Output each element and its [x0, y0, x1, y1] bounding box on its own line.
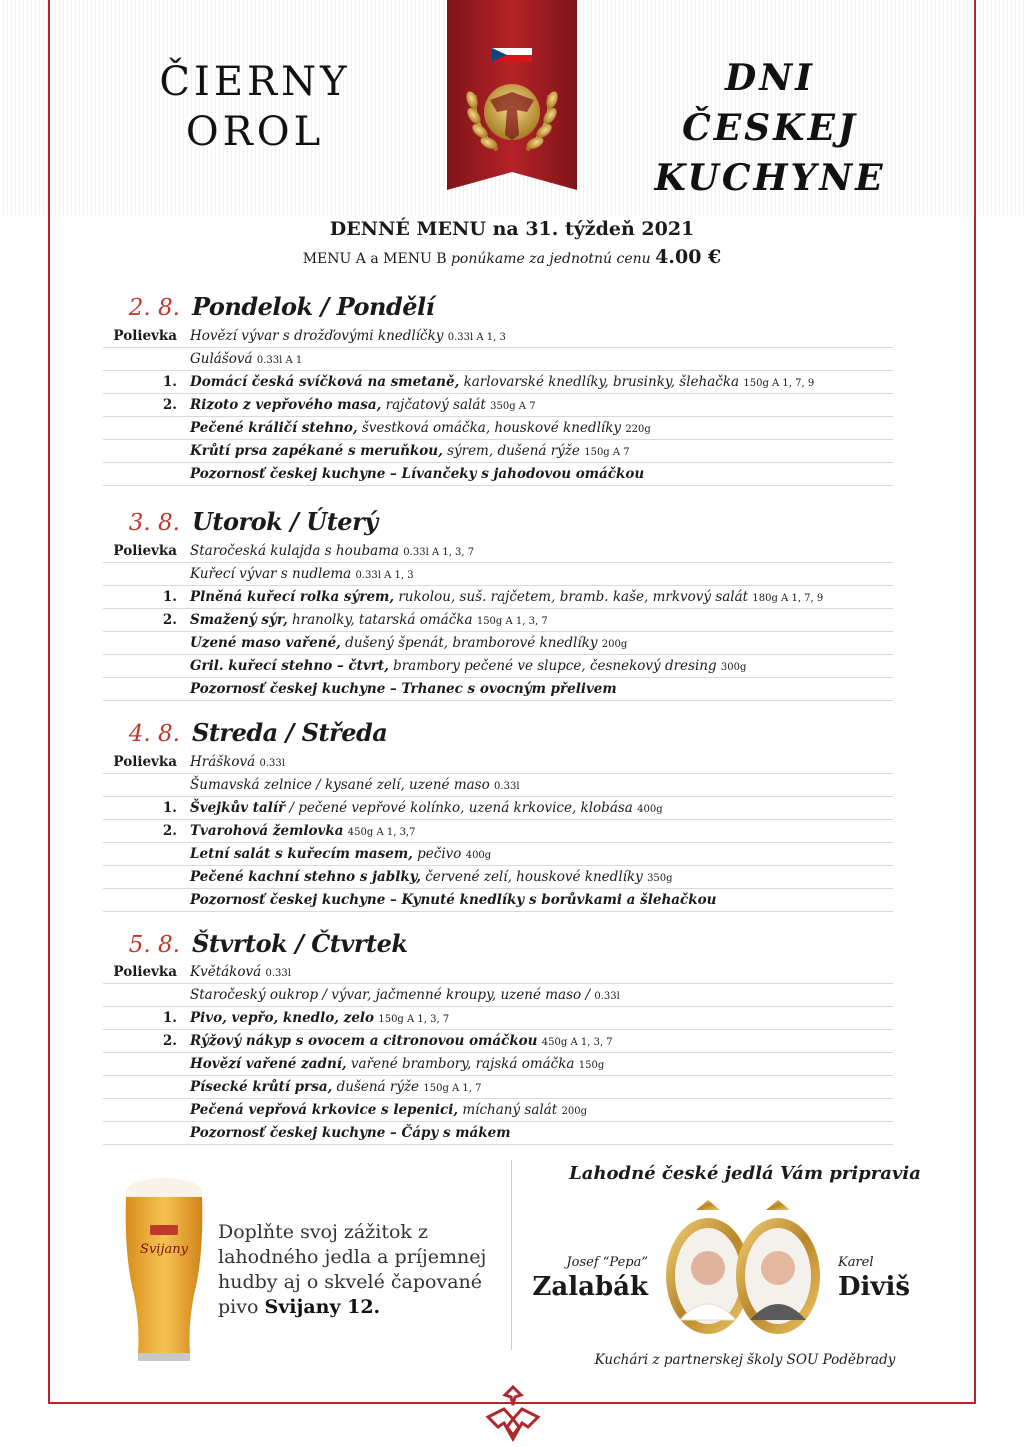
row-dish: Pečené králičí stehno,	[190, 420, 358, 436]
menu-row	[103, 890, 893, 912]
menu-b-label: MENU B	[383, 251, 447, 267]
chef-portraits	[660, 1198, 826, 1346]
row-number: 1.	[162, 589, 177, 605]
row-allergens: 450g A 1, 3, 7	[541, 1037, 613, 1048]
row-dish: Tvarohová žemlovka	[190, 823, 344, 839]
row-number: 2.	[162, 397, 177, 413]
row-dish: Pečené kachní stehno s jablky,	[190, 869, 421, 885]
row-allergens: 0.33l A 1, 3	[355, 570, 414, 581]
row-dish: Švejkův talíř	[190, 800, 286, 816]
day-title	[100, 292, 434, 326]
row-label: Polievka	[113, 543, 177, 559]
chefs-caption: Kuchári z partnerskej školy SOU Poděbrady	[594, 1352, 896, 1368]
menu-row	[103, 1123, 893, 1145]
row-text: rukolou, suš. rajčetem, bramb. kaše, mrkvový salát	[398, 589, 749, 605]
menu-subtitle	[200, 246, 824, 268]
row-dish: Pečená vepřová krkovice s lepenici,	[190, 1102, 459, 1118]
brand-right-line1: DNI ČESKEJ	[682, 57, 858, 149]
row-dish: Uzené maso vařené,	[190, 635, 341, 651]
day-name: Štvrtok / Čtvrtek	[192, 929, 408, 958]
promo-text: Doplňte svoj zážitok z lahodného jedla a príjemnej hudby aj o skvelé čapované pivo	[218, 1221, 487, 1318]
row-dish: Domácí česká svíčková na smetaně,	[190, 374, 460, 390]
menu-row	[103, 752, 893, 774]
row-dish: Krůtí prsa zapékané s meruňkou,	[190, 443, 443, 459]
row-dish: Písecké krůtí prsa,	[190, 1079, 333, 1095]
row-text: Hrášková	[190, 754, 256, 770]
beer-promo	[218, 1220, 508, 1320]
menu-title: DENNÉ MENU na 31. týždeň 2021	[329, 218, 695, 240]
day-title	[100, 507, 378, 541]
eagle-icon	[484, 84, 540, 140]
row-text: / pečené vepřové kolínko, uzená krkovice, klobása	[289, 800, 633, 816]
row-allergens: 150g	[578, 1060, 605, 1071]
row-allergens: 300g	[720, 662, 747, 673]
row-text: brambory pečené ve slupce, česnekový dresing	[393, 658, 717, 674]
row-text: Gulášová	[190, 351, 253, 367]
row-allergens: 0.33l	[265, 968, 291, 979]
row-text: červené zelí, houskové knedlíky	[425, 869, 643, 885]
row-dish: Smažený sýr,	[190, 612, 288, 628]
promo-beer: Svijany 12.	[264, 1296, 381, 1318]
row-text: Staročeský oukrop / vývar, jačmenné kroupy, uzené maso /	[190, 987, 591, 1003]
row-special: Pozornosť českej kuchyne – Čápy s mákem	[190, 1125, 511, 1141]
row-number: 1.	[162, 800, 177, 816]
row-dish: Pivo, vepřo, knedlo, zelo	[190, 1010, 375, 1026]
day-date: 3. 8.	[128, 510, 180, 536]
row-text: Hovězí vývar s drožďovými knedlíčky	[190, 328, 444, 344]
row-text: Květáková	[190, 964, 262, 980]
row-text: vařené brambory, rajská omáčka	[350, 1056, 575, 1072]
row-allergens: 150g A 1, 3, 7	[476, 616, 548, 627]
row-allergens: 0.33l A 1, 3, 7	[403, 547, 475, 558]
eagle-emblem-ribbon	[447, 0, 577, 190]
czech-flag-icon	[492, 48, 532, 62]
menu-price-text: ponúkame za jednotnú cenu	[450, 251, 651, 267]
row-number: 2.	[162, 1033, 177, 1049]
row-allergens: 150g A 7	[584, 447, 630, 458]
menu-row	[103, 418, 893, 440]
row-number: 1.	[162, 1010, 177, 1026]
menu-row	[103, 844, 893, 866]
chefs-heading: Lahodné české jedlá Vám pripravia	[569, 1163, 921, 1184]
menu-row	[103, 464, 893, 486]
row-allergens: 180g A 1, 7, 9	[752, 593, 824, 604]
menu-row	[103, 656, 893, 678]
day-date: 4. 8.	[128, 721, 180, 747]
chef-left-firstname: Josef “Pepa”	[566, 1255, 648, 1270]
chef-left-surname: Zalabák	[532, 1272, 648, 1302]
glass-brand-text: Svijany	[140, 1242, 188, 1257]
row-label: Polievka	[113, 964, 177, 980]
row-text: švestková omáčka, houskové knedlíky	[361, 420, 622, 436]
section-divider	[511, 1160, 512, 1350]
row-text: míchaný salát	[462, 1102, 558, 1118]
row-dish: Rizoto z vepřového masa,	[190, 397, 382, 413]
menu-row	[103, 775, 893, 797]
row-allergens: 150g A 1, 7, 9	[743, 378, 815, 389]
row-text: pečivo	[417, 846, 462, 862]
eagle-logo-icon	[484, 1383, 542, 1447]
row-text: rajčatový salát	[385, 397, 486, 413]
menu-row	[103, 962, 893, 984]
menu-row	[103, 349, 893, 371]
menu-row	[103, 1054, 893, 1076]
menu-row	[103, 610, 893, 632]
row-allergens: 350g A 7	[490, 401, 536, 412]
menu-a-label: MENU A a	[302, 251, 379, 267]
menu-row	[103, 867, 893, 889]
row-label: Polievka	[113, 328, 177, 344]
row-text: dušený špenát, bramborové knedlíky	[345, 635, 598, 651]
day-title	[100, 929, 407, 963]
menu-row	[103, 395, 893, 417]
row-allergens: 220g	[625, 424, 651, 435]
menu-row	[103, 541, 893, 563]
row-allergens: 0.33l A 1	[256, 355, 303, 366]
row-special: Pozornosť českej kuchyne – Kynuté knedlíky s borůvkami a šlehačkou	[190, 892, 717, 908]
chef-right-firstname: Karel	[838, 1255, 874, 1270]
chef-right-portrait-icon	[736, 1200, 820, 1334]
row-text: Šumavská zelnice / kysané zelí, uzené maso	[190, 777, 490, 793]
row-allergens: 150g A 1, 3, 7	[378, 1014, 450, 1025]
row-allergens: 0.33l A 1, 3	[447, 332, 506, 343]
row-allergens: 0.33l	[494, 781, 520, 792]
row-dish: Rýžový nákyp s ovocem a citronovou omáčkou	[190, 1033, 538, 1049]
menu-row	[103, 1100, 893, 1122]
row-allergens: 400g	[637, 804, 663, 815]
row-dish: Hovězí vařené zadní,	[190, 1056, 347, 1072]
day-title	[100, 718, 387, 752]
row-text: Staročeská kulajda s houbama	[190, 543, 399, 559]
row-special: Pozornosť českej kuchyne – Trhanec s ovocným přelivem	[190, 681, 617, 697]
menu-row	[103, 372, 893, 394]
row-text: karlovarské knedlíky, brusinky, šlehačka	[463, 374, 740, 390]
menu-row	[103, 985, 893, 1007]
row-allergens: 150g A 1, 7	[423, 1083, 482, 1094]
brand-left-line2: OROL	[185, 109, 325, 155]
row-allergens: 200g	[561, 1106, 587, 1117]
row-text: dušená rýže	[336, 1079, 420, 1095]
menu-row	[103, 564, 893, 586]
row-allergens: 450g A 1, 3,7	[347, 827, 416, 838]
day-date: 2. 8.	[128, 295, 180, 321]
brand-right	[630, 53, 910, 203]
row-allergens: 350g	[647, 873, 673, 884]
row-text: hranolky, tatarská omáčka	[291, 612, 473, 628]
chef-right-surname: Diviš	[838, 1272, 911, 1302]
row-dish: Plněná kuřecí rolka sýrem,	[190, 589, 395, 605]
row-special: Pozornosť českej kuchyne – Lívančeky s jahodovou omáčkou	[190, 466, 645, 482]
row-number: 1.	[162, 374, 177, 390]
day-date: 5. 8.	[128, 932, 180, 958]
row-text: Kuřecí vývar s nudlema	[190, 566, 352, 582]
row-allergens: 200g	[601, 639, 628, 650]
row-number: 2.	[162, 612, 177, 628]
row-label: Polievka	[113, 754, 177, 770]
day-name: Pondelok / Pondělí	[192, 292, 435, 321]
row-allergens: 0.33l	[259, 758, 285, 769]
day-name: Streda / Středa	[192, 718, 388, 747]
brand-left	[150, 57, 360, 157]
menu-row	[103, 587, 893, 609]
row-allergens: 400g	[465, 850, 492, 861]
menu-row	[103, 798, 893, 820]
brand-right-line2: KUCHYNE	[654, 157, 886, 199]
menu-price: 4.00 €	[655, 246, 722, 268]
menu-row	[103, 1031, 893, 1053]
row-text: sýrem, dušená rýže	[447, 443, 580, 459]
row-number: 2.	[162, 823, 177, 839]
menu-row	[103, 679, 893, 701]
day-name: Utorok / Úterý	[192, 507, 378, 536]
menu-row	[103, 633, 893, 655]
menu-row	[103, 1077, 893, 1099]
menu-row	[103, 1008, 893, 1030]
brand-left-line1: ČIERNY	[159, 59, 351, 105]
row-dish: Gril. kuřecí stehno – čtvrt,	[190, 658, 389, 674]
beer-glass-image	[120, 1175, 208, 1363]
menu-row	[103, 821, 893, 843]
menu-row	[103, 326, 893, 348]
row-dish: Letní salát s kuřecím masem,	[190, 846, 413, 862]
row-allergens: 0.33l	[594, 991, 620, 1002]
menu-row	[103, 441, 893, 463]
